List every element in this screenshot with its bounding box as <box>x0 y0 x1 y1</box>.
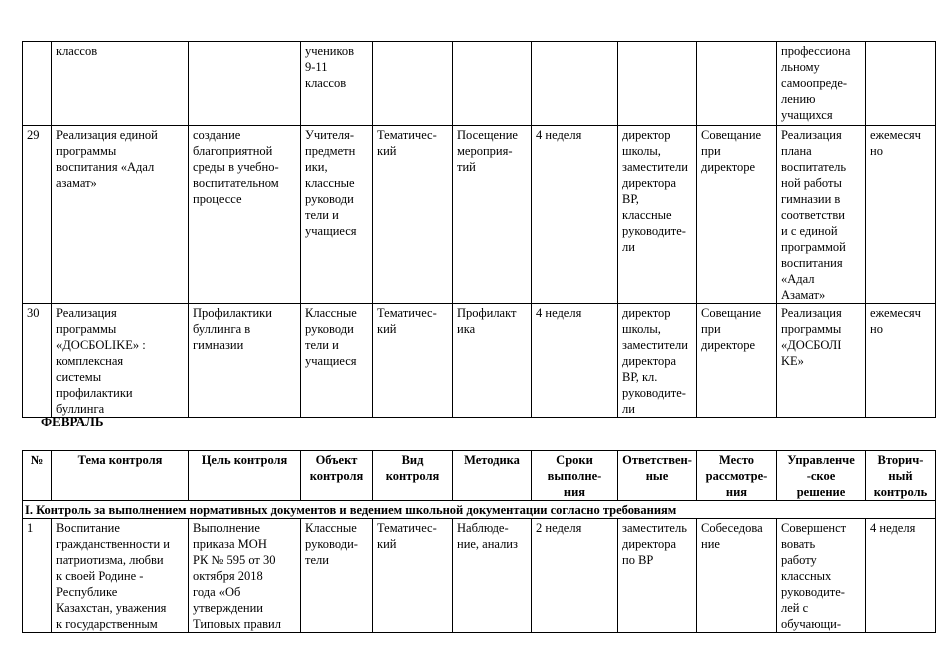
table-cell: Профилакт ика <box>453 304 532 418</box>
header-cell: Объект контроля <box>301 451 373 501</box>
header-cell: Методика <box>453 451 532 501</box>
table-cell: 4 неделя <box>532 304 618 418</box>
header-cell: Вид контроля <box>373 451 453 501</box>
table-row <box>23 519 936 633</box>
table-cell: Тематичес- кий <box>373 519 453 633</box>
month-heading: ФЕВРАЛЬ <box>41 414 104 429</box>
header-cell: Вторич- ный контроль <box>866 451 936 501</box>
table-cell: Собеседова ние <box>697 519 777 633</box>
table-row <box>23 126 936 304</box>
table-cell <box>532 42 618 126</box>
table-cell: директор школы, заместители директора ВР, кл. руководите- ли <box>618 304 697 418</box>
table-cell: классов <box>52 42 189 126</box>
february-control-table <box>22 450 936 633</box>
table-cell <box>373 42 453 126</box>
header-cell: Тема контроля <box>52 451 189 501</box>
table-cell: 1 <box>23 519 52 633</box>
table-cell <box>23 42 52 126</box>
table-cell: Учителя- предметн ики, классные руководи тели и учащиеся <box>301 126 373 304</box>
table-cell: Наблюде- ние, анализ <box>453 519 532 633</box>
table-cell: ежемесяч но <box>866 126 936 304</box>
table-cell: 30 <box>23 304 52 418</box>
table-cell: Классные руководи- тели <box>301 519 373 633</box>
table-row <box>23 304 936 418</box>
table-cell: 4 неделя <box>532 126 618 304</box>
table-cell: Реализация программы «ДОСБОLIKE» : комплексная системы профилактики буллинга <box>52 304 189 418</box>
table-cell: Тематичес- кий <box>373 304 453 418</box>
table-cell: 4 неделя <box>866 519 936 633</box>
header-row <box>23 451 936 501</box>
plan-table-continued <box>22 41 936 418</box>
table-cell: Совершенст вовать работу классных руководите- лей с обучающи- <box>777 519 866 633</box>
table-cell: Реализация программы «ДОСБОЛІ KE» <box>777 304 866 418</box>
table-cell <box>453 42 532 126</box>
table-cell: создание благоприятной среды в учебно- воспитательном процессе <box>189 126 301 304</box>
header-cell: Сроки выполне- ния <box>532 451 618 501</box>
table-cell <box>697 42 777 126</box>
table-cell <box>866 42 936 126</box>
table-cell: Воспитание гражданственности и патриотизма, любви к своей Родине - Республике Казахстан, уважения к государственным <box>52 519 189 633</box>
table-cell: Профилактики буллинга в гимназии <box>189 304 301 418</box>
table-cell <box>189 42 301 126</box>
table-cell: Совещание при директоре <box>697 304 777 418</box>
table-cell: Посещение мероприя- тий <box>453 126 532 304</box>
table-cell: ежемесяч но <box>866 304 936 418</box>
table-cell: профессиона льному самоопреде- лению учащихся <box>777 42 866 126</box>
header-cell: Управленче -ское решение <box>777 451 866 501</box>
table-cell: Реализация плана воспитатель ной работы гимназии в соответстви и с единой программой воспитания «Адал Азамат» <box>777 126 866 304</box>
table-row <box>23 42 936 126</box>
header-cell: Ответствен- ные <box>618 451 697 501</box>
table-cell: заместитель директора по ВР <box>618 519 697 633</box>
header-cell: Цель контроля <box>189 451 301 501</box>
header-cell: № <box>23 451 52 501</box>
section-row <box>23 501 936 519</box>
table-cell: директор школы, заместители директора ВР, классные руководите- ли <box>618 126 697 304</box>
table-cell: Совещание при директоре <box>697 126 777 304</box>
header-cell: Место рассмотре- ния <box>697 451 777 501</box>
table-cell: 29 <box>23 126 52 304</box>
table-cell: Выполнение приказа МОН РК № 595 от 30 октября 2018 года «Об утверждении Типовых правил <box>189 519 301 633</box>
table-cell <box>618 42 697 126</box>
table-cell: Реализация единой программы воспитания «Адал азамат» <box>52 126 189 304</box>
table-cell: 2 неделя <box>532 519 618 633</box>
section-heading: I. Контроль за выполнением нормативных документов и ведением школьной документации согласно требованиям <box>23 501 936 519</box>
table-cell: Тематичес- кий <box>373 126 453 304</box>
table-cell: Классные руководи тели и учащиеся <box>301 304 373 418</box>
table-cell: учеников 9-11 классов <box>301 42 373 126</box>
